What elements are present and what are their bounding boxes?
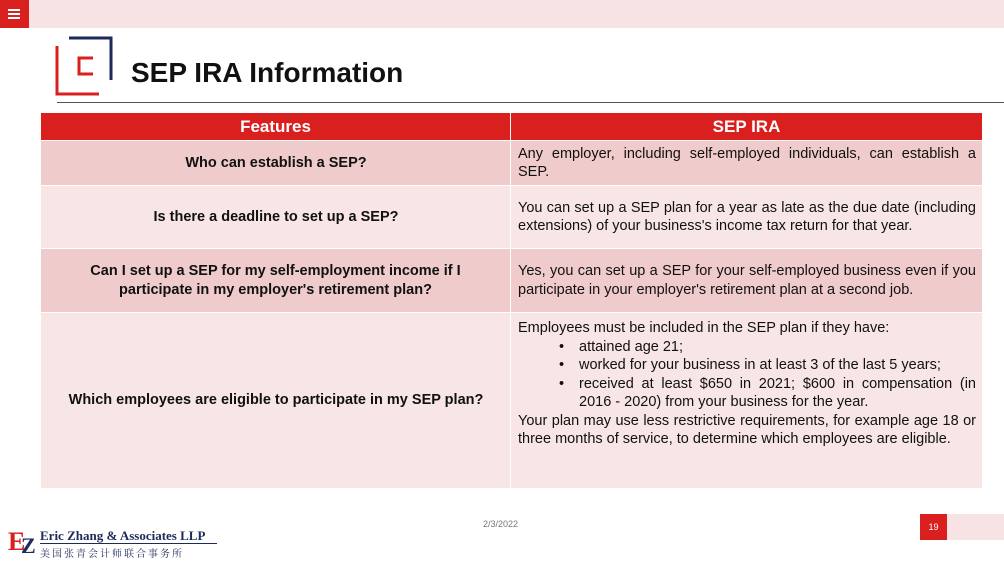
slide	[0, 28, 1004, 568]
table-row	[41, 141, 983, 186]
table-row	[41, 186, 983, 249]
list-item: • attained age 21;	[579, 338, 976, 357]
answer-cell: Any employer, including self-employed individuals, can establish a SEP.	[511, 141, 983, 186]
answer-cell	[511, 313, 983, 489]
slide-logo-icon	[55, 36, 113, 96]
question-cell: Which employees are eligible to participate in my SEP plan?	[41, 313, 511, 489]
list-item: • received at least $650 in 2021; $600 in compensation (in 2016 - 2020) from your business for the year.	[579, 375, 976, 412]
question-cell: Is there a deadline to set up a SEP?	[41, 186, 511, 249]
question-cell: Can I set up a SEP for my self-employment income if I participate in my employer's retirement plan?	[41, 249, 511, 313]
table-header-row	[41, 113, 983, 141]
title-divider	[57, 102, 1004, 103]
firm-name: Eric Zhang & Associates LLP	[40, 528, 206, 543]
table-row	[41, 249, 983, 313]
firm-logo-icon	[8, 524, 40, 556]
answer-cell: Yes, you can set up a SEP for your self-employed business even if you participate in your employer's retirement plan at a second job.	[511, 249, 983, 313]
table-row	[41, 313, 983, 489]
page-number: 19	[920, 514, 947, 540]
answer-cell: You can set up a SEP plan for a year as late as the due date (including extensions) of your business's income tax return for that year.	[511, 186, 983, 249]
sep-ira-table	[40, 112, 983, 489]
page-number-band	[947, 514, 1004, 540]
header-sep-ira: SEP IRA	[511, 113, 983, 141]
question-cell: Who can establish a SEP?	[41, 141, 511, 186]
header-features: Features	[41, 113, 511, 141]
slide-date: 2/3/2022	[483, 519, 519, 529]
svg-text:E: E	[8, 527, 26, 556]
answer-outro: Your plan may use less restrictive requirements, for example age 18 or three months of service, to determine which employees are eligible.	[518, 412, 976, 447]
answer-intro: Employees must be included in the SEP plan if they have:	[518, 320, 890, 336]
eligibility-list	[518, 338, 976, 412]
viewer-top-bar	[0, 0, 1004, 28]
menu-button[interactable]	[0, 0, 29, 28]
slide-title: SEP IRA Information	[131, 57, 404, 88]
firm-name-chinese: 美国张青会计师联合事务所	[40, 549, 184, 560]
list-item: • worked for your business in at least 3 of the last 5 years;	[579, 356, 976, 375]
firm-divider	[40, 543, 217, 544]
svg-text:Z: Z	[21, 533, 36, 556]
